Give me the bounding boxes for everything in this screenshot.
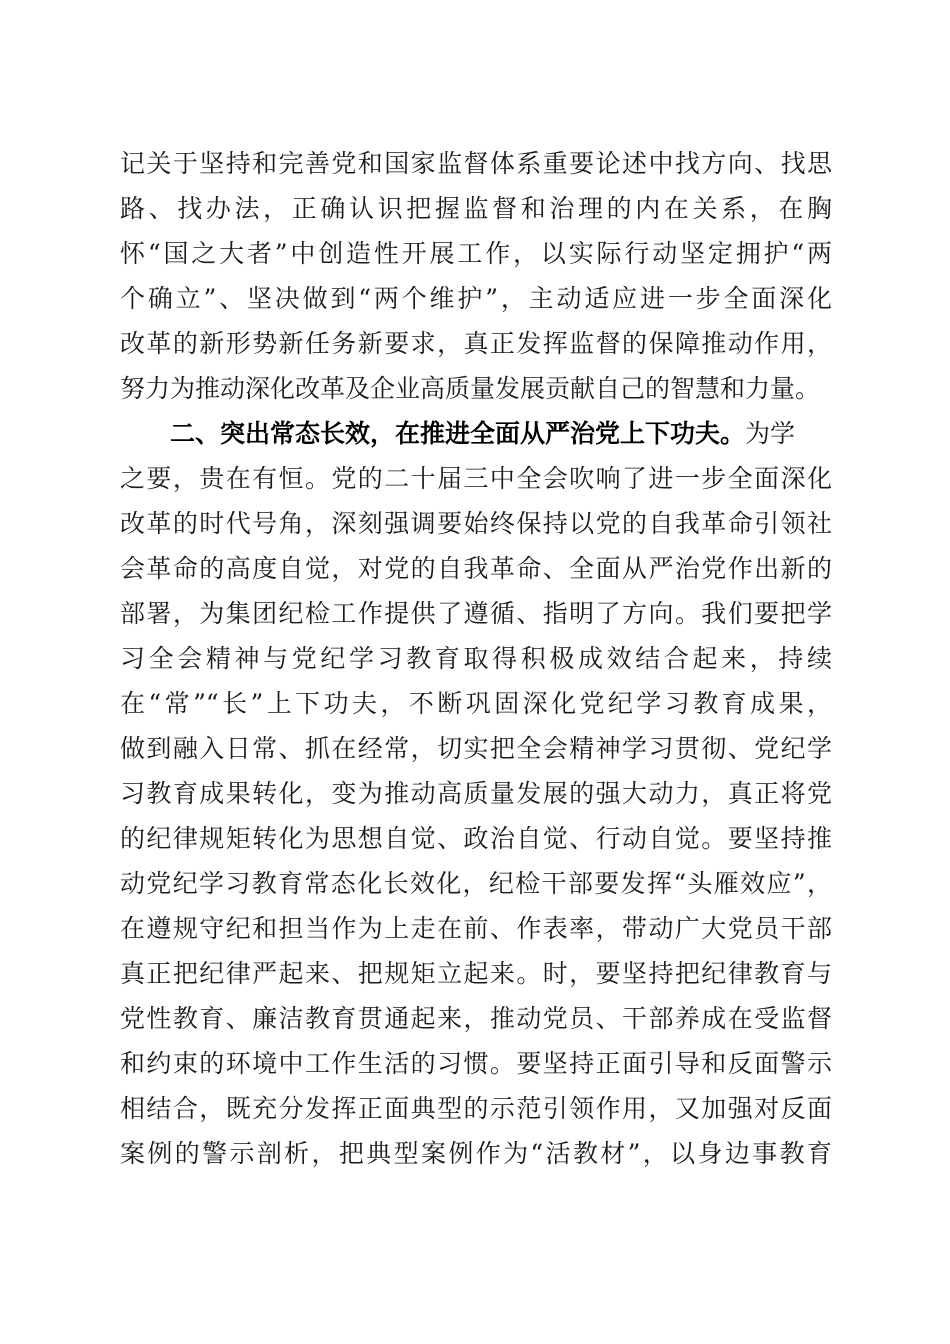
paragraph-line: 做到融入日常、抓在经常，切实把全会精神学习贯彻、党纪学 xyxy=(120,734,832,763)
section-heading-continuation: 为学 xyxy=(745,419,796,448)
paragraph-line: 和约束的环境中工作生活的习惯。要坚持正面引导和反面警示 xyxy=(120,1049,832,1078)
paragraph-line: 党性教育、廉洁教育贯通起来，推动党员、干部养成在受监督 xyxy=(120,1004,832,1033)
paragraph-line: 之要，贵在有恒。党的二十届三中全会吹响了进一步全面深化 xyxy=(120,464,832,493)
paragraph-line: 案例的警示剖析，把典型案例作为“活教材”，以身边事教育 xyxy=(120,1139,832,1168)
paragraph-line: 改革的时代号角，深刻强调要始终保持以党的自我革命引领社 xyxy=(120,509,832,538)
paragraph-line: 怀“国之大者”中创造性开展工作，以实际行动坚定拥护“两 xyxy=(120,239,832,268)
paragraph-line: 的纪律规矩转化为思想自觉、政治自觉、行动自觉。要坚持推 xyxy=(120,824,832,853)
paragraph-line: 会革命的高度自觉，对党的自我革命、全面从严治党作出新的 xyxy=(120,554,832,583)
paragraph-line: 记关于坚持和完善党和国家监督体系重要论述中找方向、找思 xyxy=(120,149,832,178)
paragraph-line: 路、找办法，正确认识把握监督和治理的内在关系，在胸 xyxy=(120,194,832,223)
paragraph-line: 改革的新形势新任务新要求，真正发挥监督的保障推动作用， xyxy=(120,329,832,358)
body-text xyxy=(120,141,832,1176)
paragraph-line: 动党纪学习教育常态化长效化，纪检干部要发挥“头雁效应”， xyxy=(120,869,832,898)
paragraph-line: 部署，为集团纪检工作提供了遵循、指明了方向。我们要把学 xyxy=(120,599,832,628)
paragraph-line: 真正把纪律严起来、把规矩立起来。时，要坚持把纪律教育与 xyxy=(120,959,832,988)
section-heading: 二、突出常态长效，在推进全面从严治党上下功夫。 xyxy=(170,419,746,448)
paragraph-line: 习全会精神与党纪学习教育取得积极成效结合起来，持续 xyxy=(120,644,832,673)
paragraph-line: 习教育成果转化，变为推动高质量发展的强大动力，真正将党 xyxy=(120,779,832,808)
paragraph-line: 努力为推动深化改革及企业高质量发展贡献自己的智慧和力量。 xyxy=(120,374,821,403)
section-heading-line xyxy=(120,411,832,456)
paragraph-line: 相结合，既充分发挥正面典型的示范引领作用，又加强对反面 xyxy=(120,1094,832,1123)
paragraph-line: 在遵规守纪和担当作为上走在前、作表率，带动广大党员干部 xyxy=(120,914,832,943)
paragraph-line: 在“常”“长”上下功夫，不断巩固深化党纪学习教育成果， xyxy=(120,689,832,718)
paragraph-line: 个确立”、坚决做到“两个维护”，主动适应进一步全面深化 xyxy=(120,284,832,313)
